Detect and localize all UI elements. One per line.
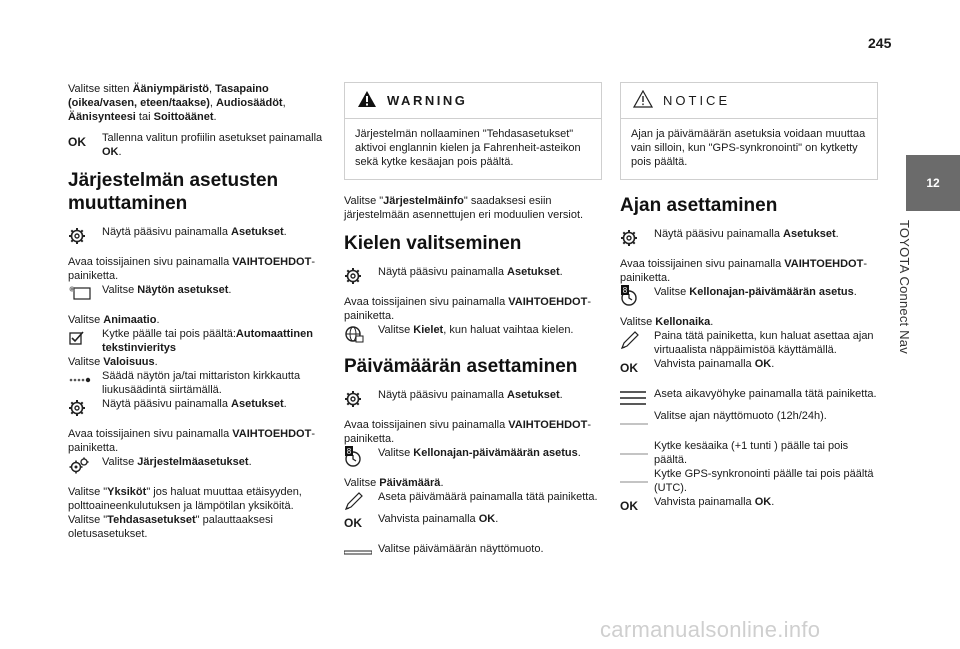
notice-icon [633,90,653,112]
lang-select-step: Valitse Kielet, kun haluat vaihtaa kielen. [344,323,602,345]
clock-8-icon [344,446,378,468]
gps-sync-step: Kytke GPS-synkronointi päälle tai pois päältä (UTC). [620,467,878,495]
section-heading-language: Kielen valitseminen [344,233,522,254]
page-number: 245 [868,35,892,51]
screen-settings-step: Valitse Näytön asetukset. [68,283,326,305]
chapter-label-text: TOYOTA Connect Nav [897,220,912,354]
notice-title: NOTICE [663,92,731,108]
warning-title: WARNING [387,92,468,108]
timezone-step: Aseta aikavyöhyke painamalla tätä painiketta. [620,387,878,409]
intro-paragraph: Valitse sitten Ääniympäristö, Tasapaino (oikea/vasen, eteen/taakse), Audiosäädöt, Äänisynteesi tai Soittoäänet. [68,83,286,123]
system-info-paragraph: Valitse "Järjestelmäinfo" saadaksesi esiin järjestelmään asennettujen eri moduulien versiot. [344,195,584,221]
notice-text: Ajan ja päivämäärän asetuksia voidaan muuttaa vain silloin, kun "GPS-synkronointi" on kytketty pois päältä. [631,128,866,168]
time-options-paragraph: Avaa toissijainen sivu painamalla VAIHTOEHDOT-painiketta. [620,258,867,284]
gears-icon [68,455,102,477]
save-profile-step: OK Tallenna valitun profiilin asetukset painamalla OK. [68,132,323,158]
gear-icon [344,265,378,287]
section-heading-time: Ajan asettaminen [620,195,778,216]
factory-paragraph: Valitse "Tehdasasetukset" palauttaaksesi oletusasetukset. [68,514,273,540]
slider-icon [68,369,102,391]
screen-brightness-icon [68,283,102,305]
time-format-step: Valitse ajan näyttömuoto (12h/24h). [620,409,878,431]
format-line-icon [344,542,378,564]
svg-text:8: 8 [346,447,352,456]
toggle-line-icon [620,409,654,431]
date-time-settings-step: 8 Valitse Kellonajan-päivämäärän asetus. [344,446,602,468]
final-ok-step: OK Vahvista painamalla OK. [620,495,878,517]
toggle-line-icon [620,467,654,489]
pen-icon [620,329,654,351]
pen-icon [344,490,378,512]
watermark: carmanualsonline.info [600,617,821,642]
brightness-paragraph: Valitse Valoisuus. [68,356,158,368]
column-1 [68,82,326,548]
ok-icon: OK [344,516,362,530]
time-select-paragraph: Valitse Kellonaika. [620,316,714,328]
options-paragraph: Avaa toissijainen sivu painamalla VAIHTOEHDOT-painiketta. [68,256,315,282]
clock-8-icon [620,285,654,307]
date-settings-step: Näytä pääsivu painamalla Asetukset. [344,388,602,410]
section-heading-date: Päivämäärän asettaminen [344,356,578,377]
ok-icon: OK [620,361,638,375]
chapter-label [889,220,919,440]
warning-icon [357,90,377,112]
lang-settings-step: Näytä pääsivu painamalla Asetukset. [344,265,602,287]
settings-step-2: Näytä pääsivu painamalla Asetukset. [68,397,326,419]
date-options-paragraph: Avaa toissijainen sivu painamalla VAIHTOEHDOT-painiketta. [344,419,591,445]
time-date-settings-step: 8 Valitse Kellonajan-päivämäärän asetus. [620,285,878,307]
system-settings-step: Valitse Järjestelmäasetukset. [68,455,326,477]
notice-box [620,82,878,180]
options-paragraph-2: Avaa toissijainen sivu painamalla VAIHTOEHDOT-painiketta. [68,428,315,454]
settings-step: Näytä pääsivu painamalla Asetukset. [68,225,326,247]
column-2 [344,82,602,572]
list-icon [620,387,654,409]
slider-step: Säädä näytön ja/tai mittariston kirkkautta liukusäädintä siirtämällä. [68,369,326,397]
animation-paragraph: Valitse Animaatio. [68,314,160,326]
auto-scroll-step: Kytke päälle tai pois päältä:Automaattinen tekstinvieritys [68,327,326,355]
gear-icon [68,397,102,419]
gear-icon [620,227,654,249]
column-3 [620,82,878,525]
gear-icon [344,388,378,410]
language-globe-icon [344,323,378,345]
toggle-line-icon [620,439,654,461]
lang-options-paragraph: Avaa toissijainen sivu painamalla VAIHTOEHDOT-painiketta. [344,296,591,322]
units-paragraph: Valitse "Yksiköt" jos haluat muuttaa etäisyyden, polttoaineenkulutuksen ja lämpötilan yksiköitä. [68,486,302,512]
ok-icon: OK [620,499,638,513]
dst-step: Kytke kesäaika (+1 tunti ) päälle tai pois päältä. [620,439,878,467]
section-heading-system: Järjestelmän asetusten muuttaminen [68,170,279,214]
time-ok-step: OK Vahvista painamalla OK. [620,357,878,379]
warning-box [344,82,602,180]
date-select-paragraph: Valitse Päivämäärä. [344,477,444,489]
gear-icon [68,225,102,247]
ok-icon: OK [68,135,86,149]
date-pen-step: Aseta päivämäärä painamalla tätä painiketta. [344,490,602,512]
time-pen-step: Paina tätä painiketta, kun haluat asettaa ajan virtuaalista näppäimistöä käyttämällä. [620,329,878,357]
date-ok-step: OK Vahvista painamalla OK. [344,512,602,534]
chapter-tab[interactable]: 12 [906,155,960,211]
warning-text: Järjestelmän nollaaminen "Tehdasasetukset" aktivoi englannin kielen ja Fahrenheit-asteikon sekä kytke kesäajan pois päältä. [355,128,581,168]
date-format-step: Valitse päivämäärän näyttömuoto. [344,542,602,564]
svg-text:8: 8 [622,286,628,295]
time-settings-step: Näytä pääsivu painamalla Asetukset. [620,227,878,249]
checkbox-icon [68,327,102,349]
